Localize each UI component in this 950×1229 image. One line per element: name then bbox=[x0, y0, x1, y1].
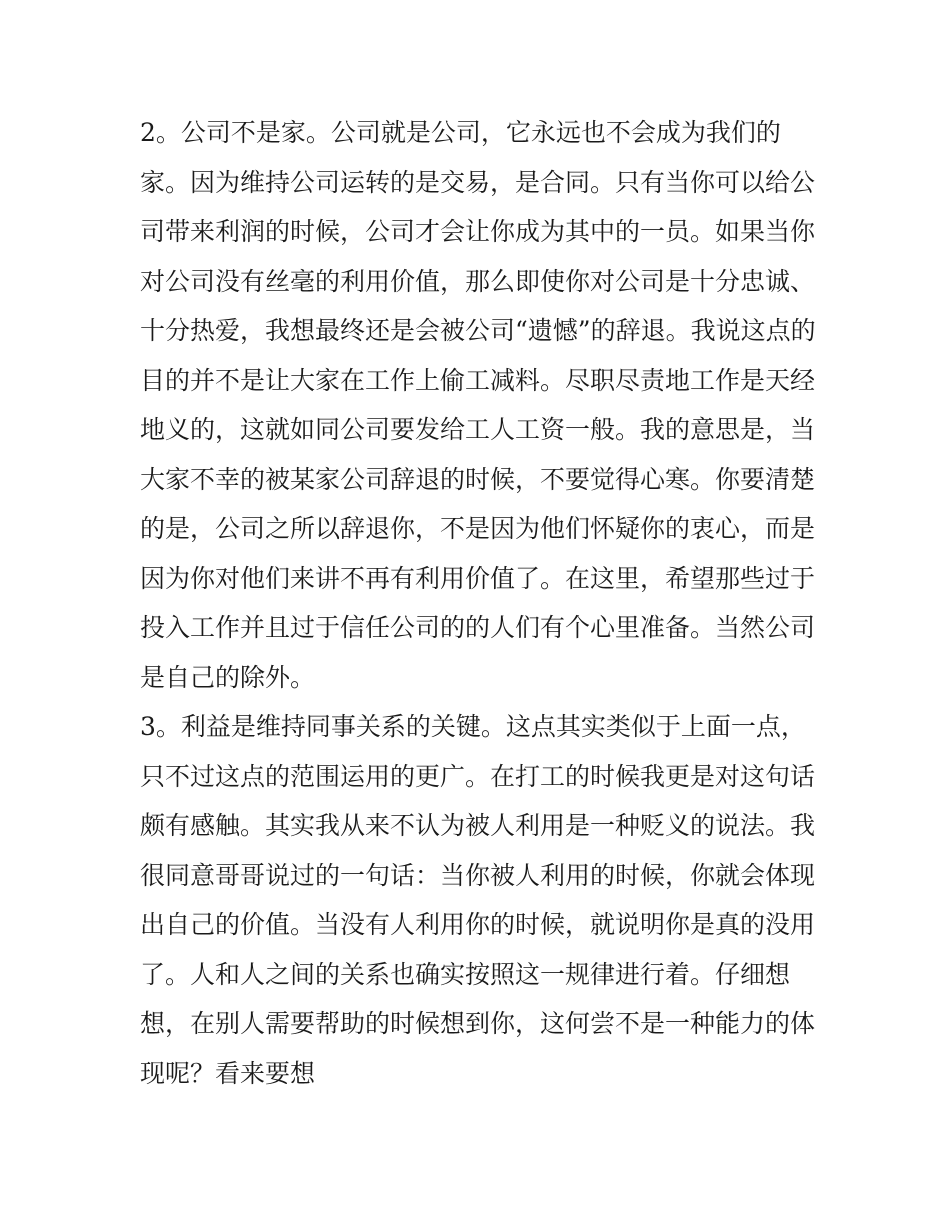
text-line: 大家不幸的被某家公司辞退的时候，不要觉得心寒。你要清楚 bbox=[140, 464, 816, 494]
text-line: 目的并不是让大家在工作上偷工减料。尽职尽责地工作是天经 bbox=[140, 365, 816, 395]
text-line: 地义的，这就如同公司要发给工人工资一般。我的意思是，当 bbox=[140, 415, 816, 444]
text-line: 十分热爱，我想最终还是会被公司“遗憾”的辞退。我说这点的 bbox=[140, 316, 816, 345]
text-line: 家。因为维持公司运转的是交易，是合同。只有当你可以给公 bbox=[140, 167, 816, 197]
text-line: 很同意哥哥说过的一句话：当你被人利用的时候，你就会体现 bbox=[140, 860, 816, 890]
text-line: 2。公司不是家。公司就是公司，它永远也不会成为我们的 bbox=[140, 118, 781, 147]
text-line: 颇有感触。其实我从来不认为被人利用是一种贬义的说法。我 bbox=[140, 811, 816, 840]
text-line: 想，在别人需要帮助的时候想到你，这何尝不是一种能力的体 bbox=[140, 1009, 816, 1038]
text-line: 的是，公司之所以辞退你，不是因为他们怀疑你的衷心，而是 bbox=[140, 514, 816, 543]
text-line: 现呢？看来要想 bbox=[140, 1058, 316, 1088]
text-line: 司带来利润的时候，公司才会让你成为其中的一员。如果当你 bbox=[140, 217, 816, 246]
text-line: 因为你对他们来讲不再有利用价值了。在这里，希望那些过于 bbox=[140, 563, 816, 593]
body-text bbox=[140, 108, 830, 1098]
text-line: 投入工作并且过于信任公司的的人们有个心里准备。当然公司 bbox=[140, 613, 816, 642]
text-line: 只不过这点的范围运用的更广。在打工的时候我更是对这句话 bbox=[140, 761, 816, 791]
text-line: 是自己的除外。 bbox=[140, 662, 316, 692]
text-line: 对公司没有丝毫的利用价值，那么即使你对公司是十分忠诚、 bbox=[140, 266, 816, 296]
text-line: 了。人和人之间的关系也确实按照这一规律进行着。仔细想 bbox=[140, 959, 791, 989]
text-line: 出自己的价值。当没有人利用你的时候，就说明你是真的没用 bbox=[140, 910, 816, 939]
text-line: 3。利益是维持同事关系的关键。这点其实类似于上面一点， bbox=[140, 712, 806, 741]
